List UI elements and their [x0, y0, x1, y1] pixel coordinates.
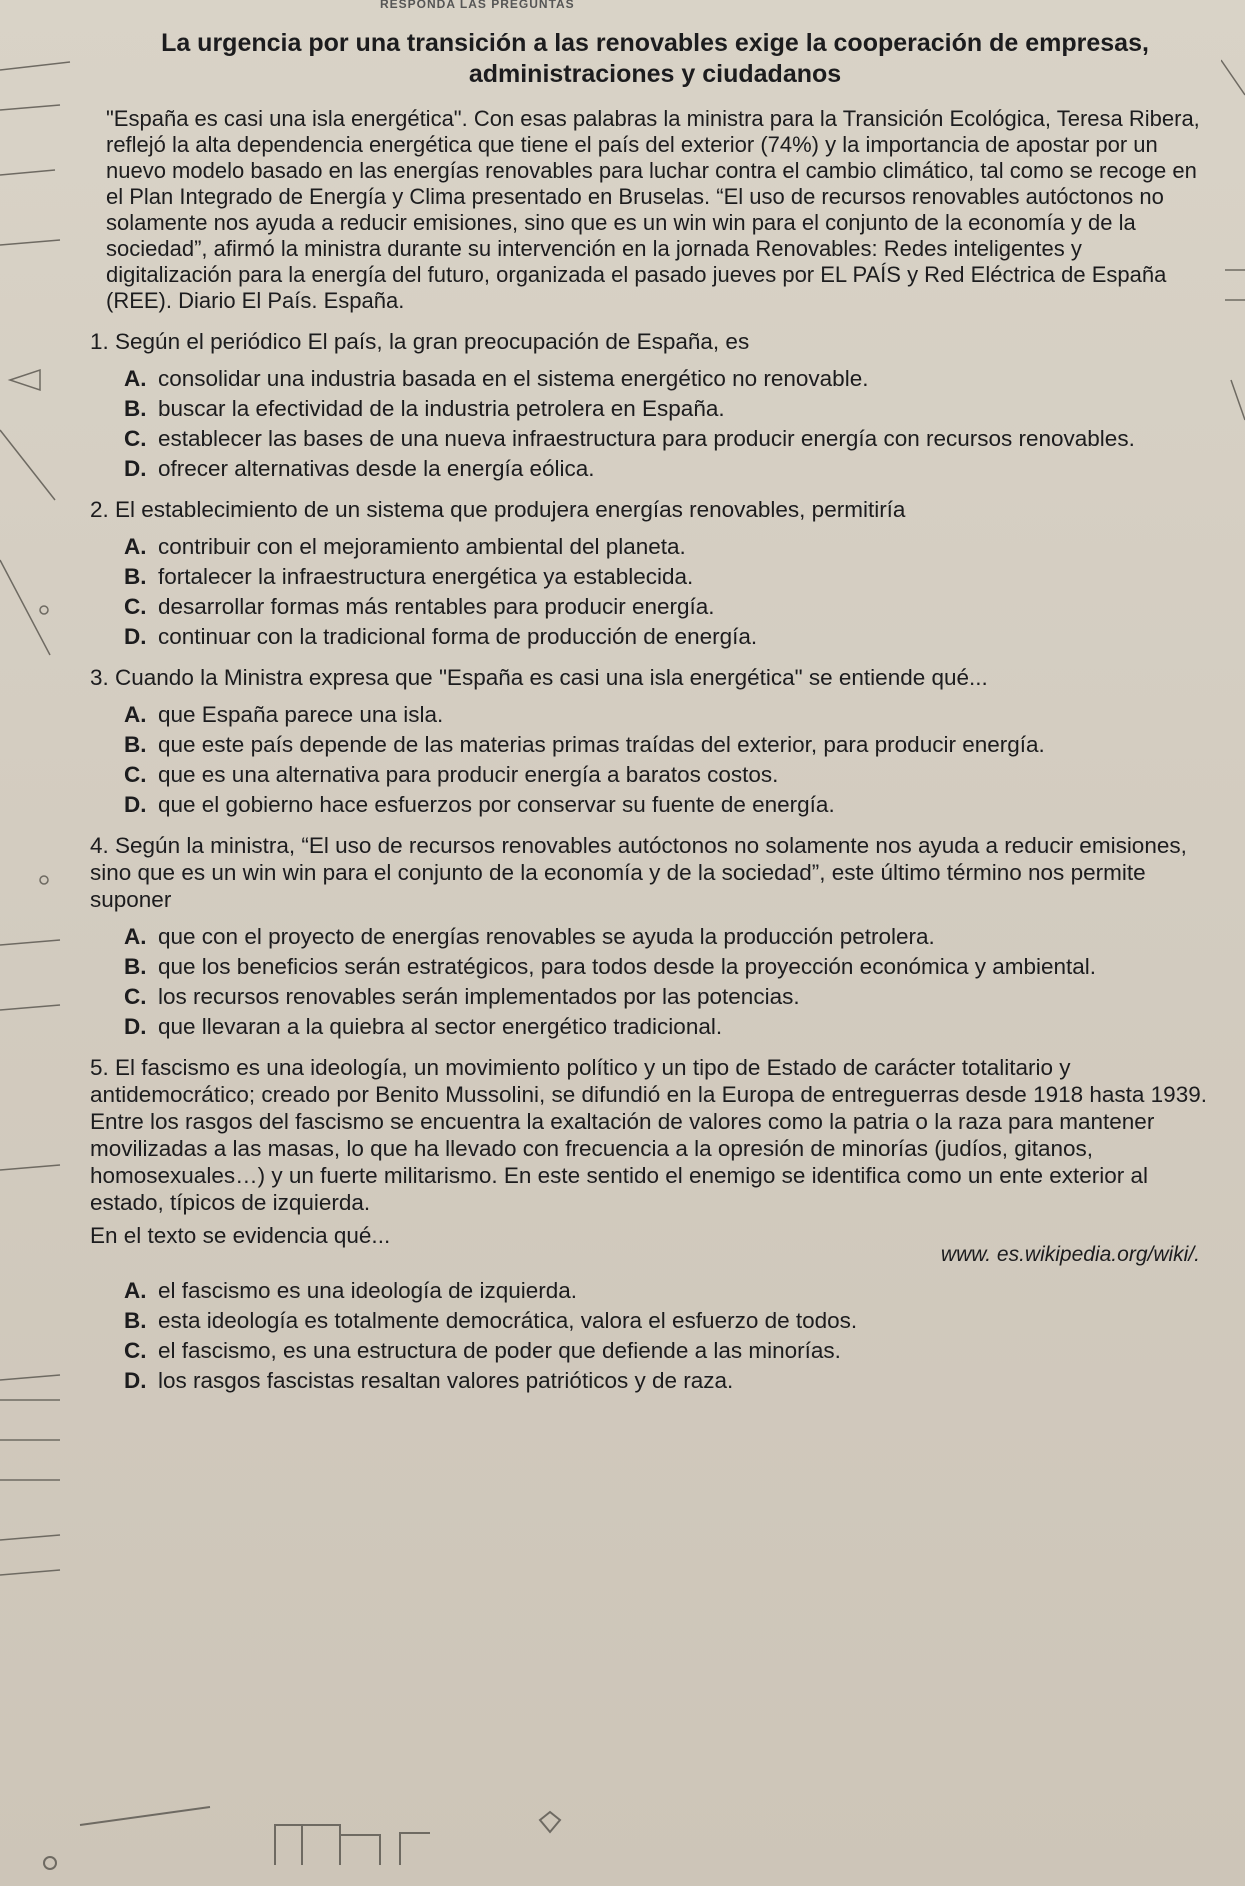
- answer-options: [124, 701, 1220, 818]
- option-text: contribuir con el mejoramiento ambiental del planeta.: [158, 534, 686, 559]
- option-text: buscar la efectividad de la industria petrolera en España.: [158, 396, 725, 421]
- question-4: [90, 832, 1220, 1040]
- option-text: continuar con la tradicional forma de producción de energía.: [158, 624, 758, 649]
- question-5: [90, 1054, 1220, 1394]
- answer-option[interactable]: [124, 791, 1220, 818]
- option-letter: D.: [124, 1014, 147, 1039]
- answer-option[interactable]: [124, 1013, 1220, 1040]
- option-letter: B.: [124, 564, 147, 589]
- option-text: establecer las bases de una nueva infraestructura para producir energía con recursos renovables.: [158, 426, 1135, 451]
- option-letter: A.: [124, 366, 147, 391]
- answer-option[interactable]: [124, 731, 1220, 758]
- answer-option[interactable]: [124, 701, 1220, 728]
- option-text: que con el proyecto de energías renovables se ayuda la producción petrolera.: [158, 924, 935, 949]
- answer-option[interactable]: [124, 623, 1220, 650]
- question-3: [90, 664, 1220, 818]
- option-letter: B.: [124, 1308, 147, 1333]
- option-text: ofrecer alternativas desde la energía eólica.: [158, 456, 595, 481]
- answer-option[interactable]: [124, 365, 1220, 392]
- question-1: [90, 328, 1220, 482]
- answer-option[interactable]: [124, 563, 1220, 590]
- answer-options: [124, 365, 1220, 482]
- option-letter: D.: [124, 1368, 147, 1393]
- question-stem: 2. El establecimiento de un sistema que produjera energías renovables, permitiría: [90, 497, 906, 522]
- option-text: esta ideología es totalmente democrática, valora el esfuerzo de todos.: [158, 1308, 858, 1333]
- answer-option[interactable]: [124, 923, 1220, 950]
- answer-option[interactable]: [124, 455, 1220, 482]
- answer-option[interactable]: [124, 533, 1220, 560]
- option-letter: B.: [124, 396, 147, 421]
- cut-off-header: RESPONDA LAS PREGUNTAS: [380, 0, 575, 11]
- source-citation: www. es.wikipedia.org/wiki/.: [940, 1243, 1200, 1266]
- option-text: consolidar una industria basada en el sistema energético no renovable.: [158, 366, 869, 391]
- option-text: que este país depende de las materias primas traídas del exterior, para producir energía.: [158, 732, 1045, 757]
- answer-options: [124, 533, 1220, 650]
- question-prompt: En el texto se evidencia qué...: [90, 1223, 391, 1248]
- question-stem: 3. Cuando la Ministra expresa que "España es casi una isla energética" se entiende qué...: [90, 665, 988, 690]
- answer-option[interactable]: [124, 1367, 1220, 1394]
- option-letter: A.: [124, 1278, 147, 1303]
- option-letter: C.: [124, 1338, 147, 1363]
- option-text: fortalecer la infraestructura energética ya establecida.: [158, 564, 694, 589]
- option-text: el fascismo, es una estructura de poder que defiende a las minorías.: [158, 1338, 841, 1363]
- answer-option[interactable]: [124, 425, 1220, 452]
- answer-options: [124, 1277, 1220, 1394]
- option-letter: C.: [124, 762, 147, 787]
- question-list: [90, 328, 1220, 1394]
- reading-passage: "España es casi una isla energética". Con esas palabras la ministra para la Transición Ecológica, Teresa Ribera, reflejó la alta dependencia energética que tiene el país del exterior (74%) y la importancia de apostar por un nuevo modelo basado en las energías renovables para luchar contra el cambio climático, tal como se recoge en el Plan Integrado de Energía y Clima presentado en Bruselas. “El uso de recursos renovables autóctonos no solamente nos ayuda a reducir emisiones, sino que es un win win para el conjunto de la economía y de la sociedad”, afirmó la ministra durante su intervención en la jornada Renovables: Redes inteligentes y digitalización para la energía del futuro, organizada el pasado jueves por EL PAÍS y Red Eléctrica de España (REE). Diario El País. España.: [106, 106, 1200, 313]
- answer-option[interactable]: [124, 953, 1220, 980]
- option-text: que llevaran a la quiebra al sector energético tradicional.: [158, 1014, 723, 1039]
- question-stem: 1. Según el periódico El país, la gran preocupación de España, es: [90, 329, 750, 354]
- option-text: que es una alternativa para producir energía a baratos costos.: [158, 762, 779, 787]
- option-text: desarrollar formas más rentables para producir energía.: [158, 594, 715, 619]
- answer-options: [124, 923, 1220, 1040]
- answer-option[interactable]: [124, 983, 1220, 1010]
- answer-option[interactable]: [124, 1307, 1220, 1334]
- option-letter: C.: [124, 426, 147, 451]
- option-letter: D.: [124, 792, 147, 817]
- answer-option[interactable]: [124, 1277, 1220, 1304]
- option-letter: B.: [124, 954, 147, 979]
- option-letter: A.: [124, 702, 147, 727]
- option-letter: A.: [124, 534, 147, 559]
- question-stem: 4. Según la ministra, “El uso de recursos renovables autóctonos no solamente nos ayuda a reducir emisiones, sino que es un win win para el conjunto de la economía y de la sociedad”, este último término nos permite suponer: [90, 833, 1187, 912]
- right-edge-marks: [1221, 0, 1245, 1886]
- option-text: los recursos renovables serán implementados por las potencias.: [158, 984, 800, 1009]
- option-letter: A.: [124, 924, 147, 949]
- option-text: el fascismo es una ideología de izquierda.: [158, 1278, 578, 1303]
- answer-option[interactable]: [124, 593, 1220, 620]
- bottom-doodle: [40, 1785, 600, 1875]
- answer-option[interactable]: [124, 761, 1220, 788]
- margin-pencil-marks: [0, 0, 90, 1886]
- answer-option[interactable]: [124, 395, 1220, 422]
- answer-option[interactable]: [124, 1337, 1220, 1364]
- option-letter: C.: [124, 984, 147, 1009]
- option-text: los rasgos fascistas resaltan valores patrióticos y de raza.: [158, 1368, 734, 1393]
- option-letter: B.: [124, 732, 147, 757]
- reading-title: La urgencia por una transición a las renovables exige la cooperación de empresas, administraciones y ciudadanos: [161, 29, 1149, 88]
- option-letter: D.: [124, 456, 147, 481]
- option-text: que los beneficios serán estratégicos, para todos desde la proyección económica y ambiental.: [158, 954, 1097, 979]
- question-2: [90, 496, 1220, 650]
- question-stem: 5. El fascismo es una ideología, un movimiento político y un tipo de Estado de carácter totalitario y antidemocrático; creado por Benito Mussolini, se difundió en la Europa de entreguerras desde 1918 hasta 1939. Entre los rasgos del fascismo se encuentra la exaltación de valores como la patria o la raza para mantener movilizadas a las masas, lo que ha llevado con frecuencia a la opresión de minorías (judíos, gitanos, homosexuales…) y un fuerte militarismo. En este sentido el enemigo se identifica como un ente exterior al estado, típicos de izquierda.: [90, 1055, 1207, 1215]
- option-letter: C.: [124, 594, 147, 619]
- option-text: que el gobierno hace esfuerzos por conservar su fuente de energía.: [158, 792, 835, 817]
- option-letter: D.: [124, 624, 147, 649]
- worksheet-content: [90, 28, 1220, 1397]
- option-text: que España parece una isla.: [158, 702, 444, 727]
